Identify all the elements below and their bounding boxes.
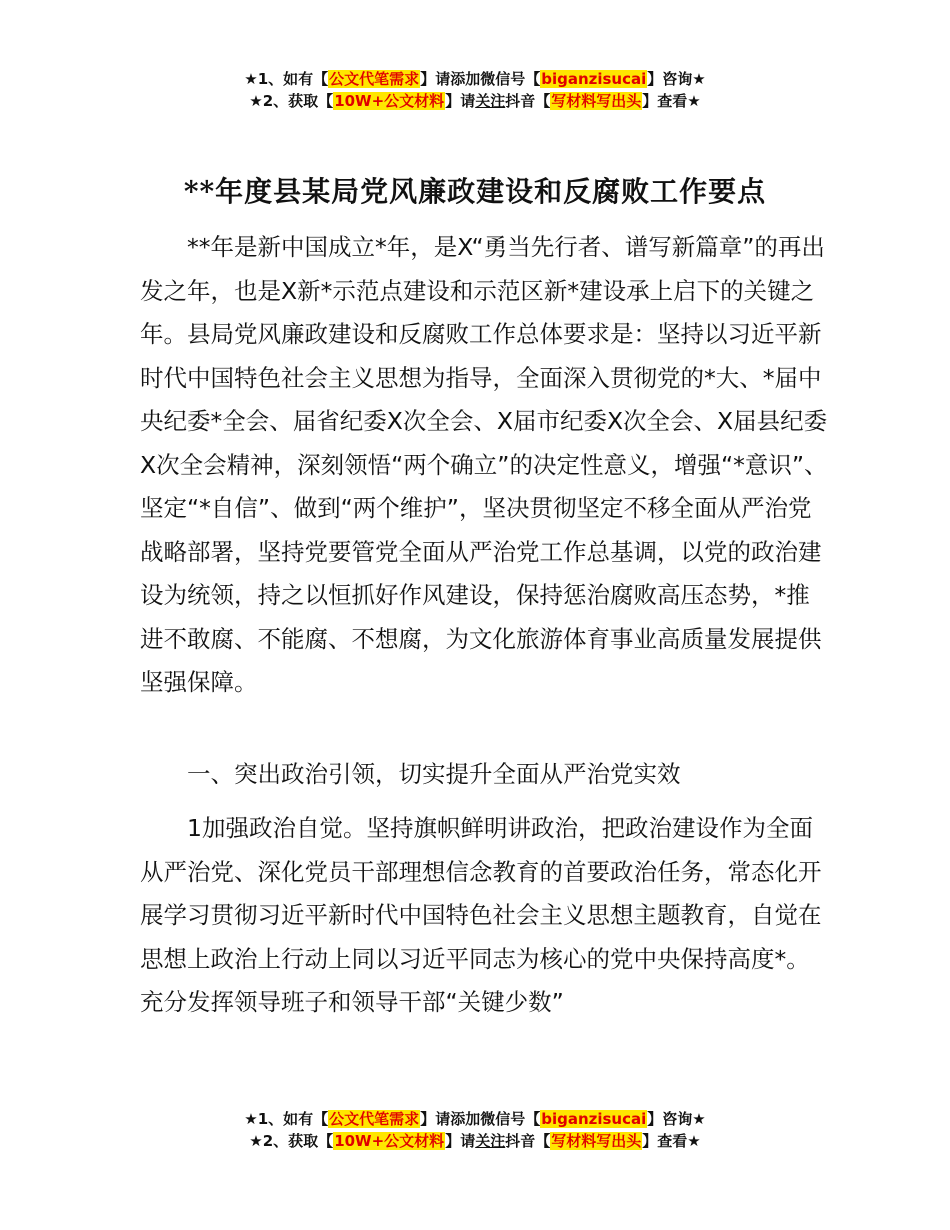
- promo-text: 】咨询★: [647, 1110, 706, 1128]
- promo-text: 】请: [445, 92, 476, 110]
- promo-text: 】请: [445, 1132, 476, 1150]
- promo-text: ★2、获取【: [249, 1132, 334, 1150]
- promo-text: ★2、获取【: [249, 92, 334, 110]
- promo-text: 】请添加微信号【: [420, 1110, 541, 1128]
- promo-highlight: 公文代笔需求: [329, 1110, 420, 1128]
- body-paragraph: 1加强政治自觉。坚持旗帜鲜明讲政治，把政治建设作为全面从严治党、深化党员干部理想信念教育的首要政治任务，常态化开展学习贯彻习近平新时代中国特色社会主义思想主题教育，自觉在思想上政治上行动上同以习近平同志为核心的党中央保持高度*。充分发挥领导班子和领导干部“关键少数”: [140, 814, 822, 1016]
- promo-banner-top: [0, 68, 950, 112]
- promo-highlight: 10W+公文材料: [334, 1132, 445, 1150]
- promo-text: 】咨询★: [647, 70, 706, 88]
- promo-underline: 关注: [475, 92, 506, 110]
- promo-text: 】查看★: [642, 1132, 701, 1150]
- promo-line-2: [0, 90, 950, 112]
- promo-text: 】请添加微信号【: [420, 70, 541, 88]
- promo-highlight: biganzisucai: [541, 1110, 647, 1128]
- promo-highlight: 10W+公文材料: [334, 92, 445, 110]
- section-heading-container: [140, 753, 830, 797]
- promo-text: 】查看★: [642, 92, 701, 110]
- body-paragraph: **年是新中国成立*年，是X“勇当先行者、谱写新篇章”的再出发之年，也是X新*示范点建设和示范区新*建设承上启下的关键之年。县局党风廉政建设和反腐败工作总体要求是：坚持以习近平新时代中国特色社会主义思想为指导，全面深入贯彻党的*大、*届中央纪委*全会、届省纪委X次全会、X届市纪委X次全会、X届县纪委X次全会精神，深刻领悟“两个确立”的决定性意义，增强“*意识”、坚定“*自信”、做到“两个维护”，坚决贯彻坚定不移全面从严治党战略部署，坚持党要管党全面从严治党工作总基调，以党的政治建设为统领，持之以恒抓好作风建设，保持惩治腐败高压态势，*推进不敢腐、不能腐、不想腐，为文化旅游体育事业高质量发展提供坚强保障。: [140, 233, 828, 696]
- promo-line-2: [0, 1130, 950, 1152]
- promo-highlight: 写材料写出头: [551, 92, 642, 110]
- promo-text: ★1、如有【: [244, 1110, 329, 1128]
- promo-highlight: biganzisucai: [541, 70, 647, 88]
- section-heading: 一、突出政治引领，切实提升全面从严治党实效: [187, 760, 681, 788]
- promo-line-1: [0, 68, 950, 90]
- promo-line-1: [0, 1108, 950, 1130]
- body-paragraph-2-container: [140, 807, 830, 1025]
- promo-text: ★1、如有【: [244, 70, 329, 88]
- document-title: **年度县某局党风廉政建设和反腐败工作要点: [183, 175, 767, 208]
- promo-underline: 关注: [475, 1132, 506, 1150]
- promo-highlight: 写材料写出头: [551, 1132, 642, 1150]
- promo-text: 抖音【: [505, 1132, 551, 1150]
- promo-text: 抖音【: [505, 92, 551, 110]
- body-paragraph-1-container: [140, 226, 830, 705]
- promo-banner-bottom: [0, 1108, 950, 1152]
- promo-highlight: 公文代笔需求: [329, 70, 420, 88]
